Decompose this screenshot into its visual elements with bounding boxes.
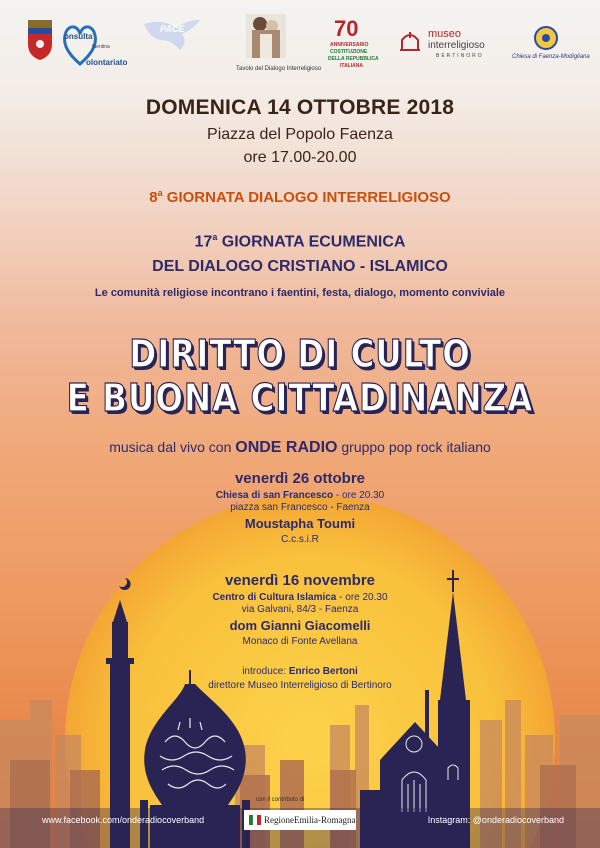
giornata-superscript: a — [157, 188, 163, 198]
event-2-venue: Centro di Cultura Islamica — [212, 592, 337, 604]
musica-line — [0, 439, 600, 457]
regione-flag-icon — [249, 815, 261, 825]
ecumenica-number: 17 — [194, 233, 213, 251]
ecumenica-line2: DEL DIALOGO CRISTIANO - ISLAMICO — [152, 258, 448, 275]
chiesa-faenza-logo — [534, 26, 558, 50]
event-2 — [0, 572, 600, 648]
event-1-time: - ore 20.30 — [333, 490, 385, 502]
introduce-name: Enrico Bertoni — [288, 666, 358, 677]
event-1-venue-line — [0, 490, 600, 502]
introduce-block — [0, 666, 600, 691]
museo-logo-text-1: museo — [428, 28, 462, 40]
event-2-venue-line — [0, 592, 600, 604]
event-1-address: piazza san Francesco - Faenza — [230, 501, 370, 513]
event-place: Piazza del Popolo Faenza — [207, 126, 393, 143]
regione-text: RegioneEmilia-Romagna — [264, 815, 356, 825]
musica-before: musica dal vivo con — [109, 439, 236, 455]
regione-emilia-romagna-logo — [244, 810, 356, 830]
museo-logo-text-2: interreligioso — [428, 40, 485, 51]
ecumenica-text: GIORNATA ECUMENICA — [217, 233, 406, 251]
museo-logo-text-3: BERTINORO — [436, 53, 484, 59]
headline-line2: E BUONA CITTADINANZA — [66, 376, 534, 420]
event-2-speaker: dom Gianni Giacomelli — [229, 618, 371, 634]
event-2-address: via Galvani, 84/3 - Faenza — [241, 603, 359, 615]
consulta-logo-text-3: olontariato — [86, 58, 128, 67]
ecumenica-superscript: a — [212, 232, 218, 242]
chiesa-caption: Chiesa di Faenza-Modigliana — [512, 54, 590, 60]
giornata-number: 8 — [149, 189, 158, 206]
giornata-ecumenica — [0, 232, 600, 251]
anniversario-70-logo: 70 — [334, 16, 359, 41]
introduce-line — [0, 666, 600, 678]
tavolo-caption: Tavolo del Dialogo Interreligioso — [236, 66, 322, 72]
event-2-role: Monaco di Fonte Avellana — [242, 636, 358, 648]
pace-dove-logo — [142, 16, 202, 52]
musica-after: gruppo pop rock italiano — [337, 439, 491, 455]
event-1-speaker: Moustapha Toumi — [244, 516, 356, 532]
event-1-role: C.c.s.i.R — [281, 534, 319, 546]
faenza-coat-of-arms-logo — [26, 20, 54, 60]
event-1-venue: Chiesa di san Francesco — [215, 490, 334, 502]
museo-interreligioso-logo — [398, 30, 422, 52]
pace-logo-text: PACE — [160, 24, 185, 34]
event-hours: ore 17.00-20.00 — [243, 149, 357, 166]
tavolo-dialogo-logo — [246, 14, 286, 58]
event-1-date: venerdì 26 ottobre — [234, 470, 366, 487]
event-2-date: venerdì 16 novembre — [224, 572, 376, 589]
comunita-subtitle: Le comunità religiose incontrano i faentini, festa, dialogo, momento conviviale — [94, 287, 506, 299]
consulta-logo-text-1: onsulta — [64, 32, 93, 41]
event-1 — [0, 470, 600, 546]
facebook-link[interactable]: www.facebook.com/onderadiocoverband — [42, 815, 205, 825]
logo-bar — [0, 0, 600, 92]
giornata-text: GIORNATA DIALOGO INTERRELIGIOSO — [162, 189, 451, 206]
event-date: DOMENICA 14 OTTOBRE 2018 — [145, 96, 455, 119]
contributo-label: con il contributo di — [256, 797, 305, 803]
band-name: ONDE RADIO — [235, 439, 338, 456]
anniversario-caption-3: DELLA REPUBBLICA — [328, 56, 379, 62]
anniversario-caption-4: ITALIANA — [340, 63, 363, 69]
headline-line1: DIRITTO DI CULTO — [129, 332, 471, 376]
consulta-logo-text-2: faentina — [92, 44, 110, 50]
anniversario-caption-1: ANNIVERSARIO — [330, 42, 369, 48]
event-2-time: - ore 20.30 — [336, 592, 388, 604]
anniversario-caption-2: COSTITUZIONE — [330, 49, 368, 55]
introduce-role: direttore Museo Interreligioso di Bertinoro — [208, 679, 392, 691]
instagram-handle[interactable]: Instagram: @onderadiocoverband — [427, 815, 564, 825]
introduce-label: introduce: — [242, 666, 289, 677]
giornata-interreligioso — [0, 188, 600, 206]
